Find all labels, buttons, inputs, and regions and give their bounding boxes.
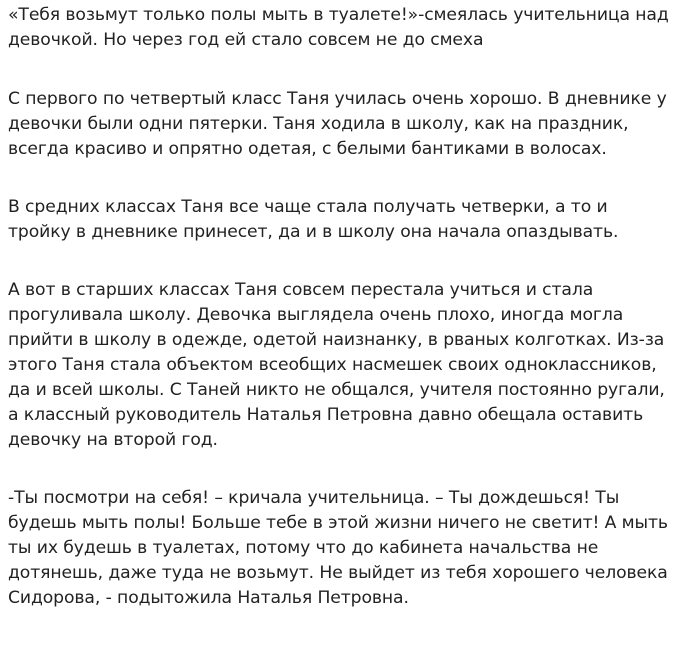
article-paragraph: А вот в старших классах Таня совсем перестала учиться и стала прогуливала школу. Девочка выглядела очень плохо, иногда могла прийти в школу в одежде, одетой наизнанку, в рваных колготках. Из-за этого Таня стала объектом всеобщих насмешек своих одноклассников, да и всей школы. С Таней никто не общался, учителя постоянно ругали, а классный руководитель Наталья Петровна давно обещала оставить девочку на второй год. xyxy=(8,280,665,450)
article-body xyxy=(8,3,670,644)
article-paragraph: В средних классах Таня все чаще стала получать четверки, а то и тройку в дневнике принесет, да и в школу она начала опаздывать. xyxy=(8,197,619,242)
article-paragraph: С первого по четвертый класс Таня училась очень хорошо. В дневнике у девочки были одни пятерки. Таня ходила в школу, как на праздник, всегда красиво и опрятно одетая, с белыми бантиками в волосах. xyxy=(8,89,667,159)
article-title: «Тебя возьмут только полы мыть в туалете!»-смеялась учительница над девочкой. Но через год ей стало совсем не до смеха xyxy=(8,5,669,50)
article-paragraph: -Ты посмотри на себя! – кричала учительница. – Ты дождешься! Ты будешь мыть полы! Больше тебе в этой жизни ничего не светит! А мыть ты их будешь в туалетах, потому что до кабинета начальства не дотянешь, даже туда не возьмут. Не выйдет из тебя хорошего человека Сидорова, - подытожила Наталья Петровна. xyxy=(8,488,668,608)
